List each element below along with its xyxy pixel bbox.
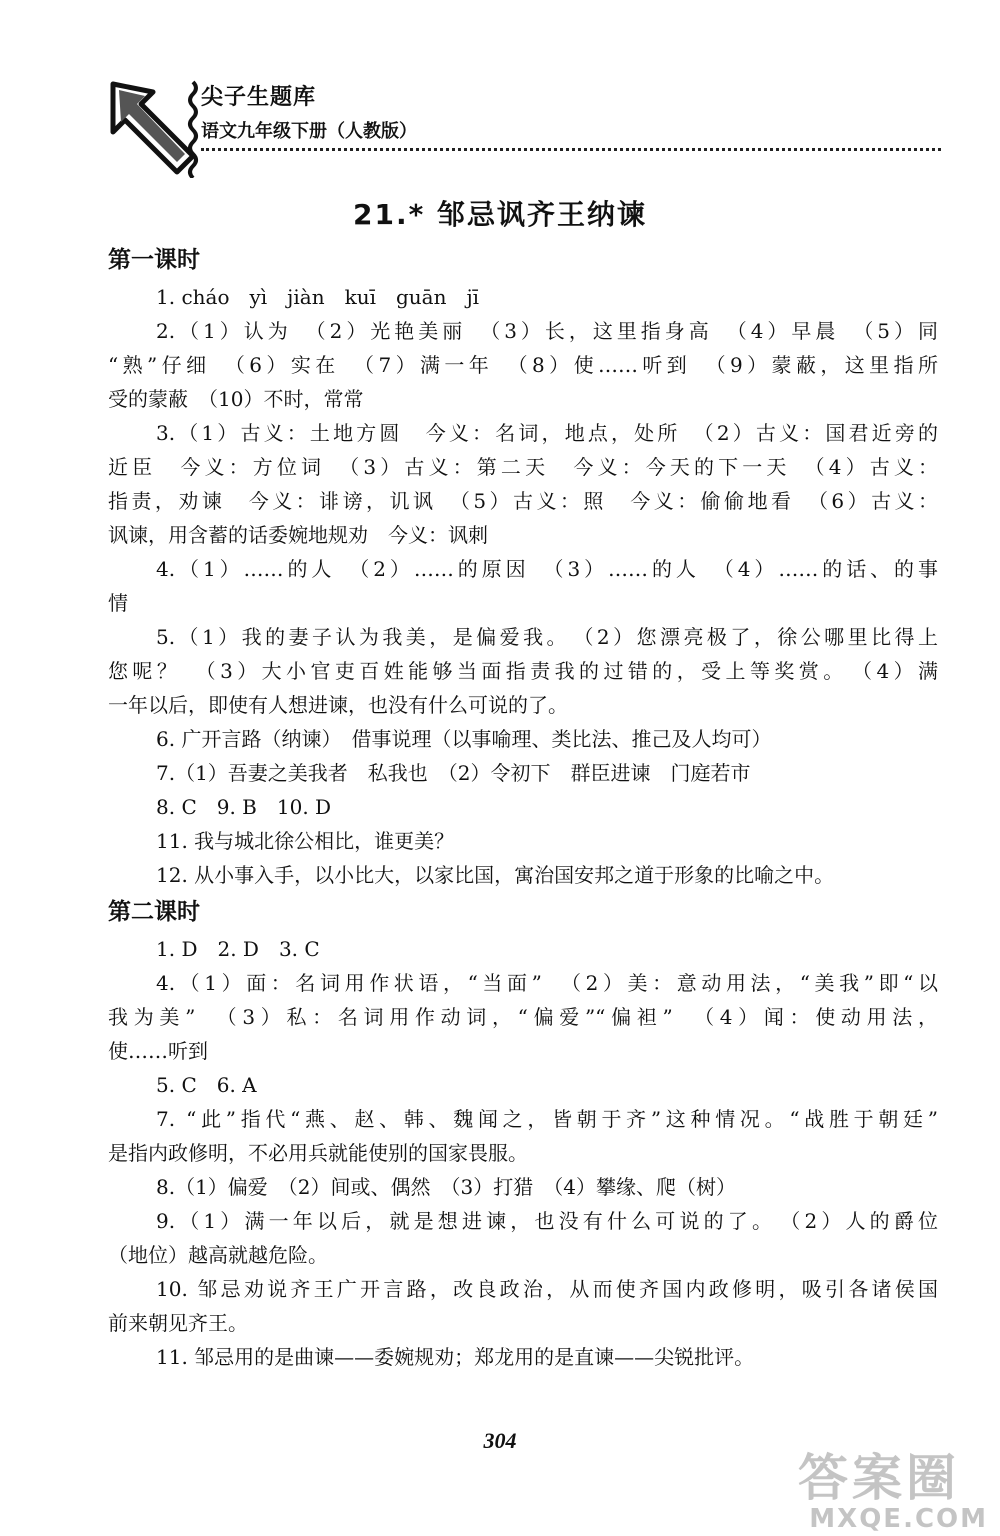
- watermark-text: 答案圈: [798, 1449, 960, 1507]
- arrow-logo-icon: [105, 78, 200, 178]
- answer-line: 11. 我与城北徐公相比，谁更美？: [156, 829, 455, 853]
- watermark-url: MXQE.COM: [809, 1504, 988, 1534]
- page-number: 304: [483, 1428, 517, 1453]
- header-divider: [201, 148, 941, 151]
- answer-line: 前来朝见齐王。: [108, 1311, 248, 1335]
- answer-line: 6. 广开言路（纳谏） 借事说理（以事喻理、类比法、推己及人均可）: [156, 727, 772, 751]
- answer-line: 5.（1）我的妻子认为我美，是偏爱我。 （2）您漂亮极了，徐公哪里比得上: [156, 625, 938, 649]
- answer-line: 1. cháo yì jiàn kuī guān jī: [156, 285, 480, 309]
- answer-line: 指责，劝谏 今义：诽谤，讥讽 （5）古义：照 今义：偷偷地看 （6）古义：: [108, 489, 938, 513]
- answer-line: 9.（1）满一年以后，就是想进谏，也没有什么可说的了。 （2）人的爵位: [156, 1209, 938, 1233]
- answer-line: 一年以后，即使有人想进谏，也没有什么可说的了。: [108, 693, 568, 717]
- answer-line: 我为美” （3）私：名词用作动词，“偏爱”“偏袒” （4）闻：使动用法，: [108, 1005, 938, 1029]
- answer-line: 使……听到: [108, 1039, 208, 1063]
- answer-line: 8. C 9. B 10. D: [156, 795, 332, 819]
- answer-line: “熟”仔细 （6）实在 （7）满一年 （8）使……听到 （9）蒙蔽，这里指所: [108, 353, 938, 377]
- answer-line: 近臣 今义：方位词 （3）古义：第二天 今义：今天的下一天 （4）古义：: [108, 455, 938, 479]
- answer-line: 12. 从小事入手，以小比大，以家比国，寓治国安邦之道于形象的比喻之中。: [156, 863, 835, 887]
- answer-line: 1. D 2. D 3. C: [156, 937, 320, 961]
- answer-line: 10. 邹忌劝说齐王广开言路，改良政治，从而使齐国内政修明，吸引各诸侯国: [156, 1277, 938, 1301]
- book-title: 语文九年级下册（人教版）: [201, 121, 417, 142]
- answer-line: 7.（1）吾妻之美我者 私我也 （2）令初下 群臣进谏 门庭若市: [156, 761, 751, 785]
- section-heading: 第二课时: [108, 899, 200, 925]
- answer-line: 7. “此”指代“燕、赵、韩、魏闻之，皆朝于齐”这种情况。“战胜于朝廷”: [156, 1107, 938, 1131]
- answer-line: 受的蒙蔽 （10）不时，常常: [108, 387, 364, 411]
- answer-line: 2.（1）认为 （2）光艳美丽 （3）长，这里指身高 （4）早晨 （5）同: [156, 319, 938, 343]
- answer-line: 8.（1）偏爱 （2）间或、偶然 （3）打猎 （4）攀缘、爬（树）: [156, 1175, 736, 1199]
- answer-line: 您呢？ （3）大小官吏百姓能够当面指责我的过错的，受上等奖赏。 （4）满: [108, 659, 938, 683]
- page-header: [105, 70, 945, 190]
- answer-line: 讽谏，用含蓄的话委婉地规劝 今义：讽刺: [108, 523, 488, 547]
- answer-line: （地位）越高就越危险。: [108, 1243, 328, 1267]
- answer-content: [108, 240, 938, 1374]
- answer-line: 3.（1）古义：土地方圆 今义：名词，地点，处所 （2）古义：国君近旁的: [156, 421, 938, 445]
- answer-line: 11. 邹忌用的是曲谏——委婉规劝；郑龙用的是直谏——尖锐批评。: [156, 1345, 755, 1369]
- header-text: [201, 80, 417, 143]
- lesson-title: 21.* 邹忌讽齐王纳谏: [353, 198, 647, 231]
- answer-line: 4.（1）……的人 （2）……的原因 （3）……的人 （4）……的话、的事: [156, 557, 938, 581]
- answer-line: 4.（1）面：名词用作状语，“当面” （2）美：意动用法，“美我”即“以: [156, 971, 938, 995]
- series-title: 尖子生题库: [201, 85, 317, 110]
- answer-line: 5. C 6. A: [156, 1073, 257, 1097]
- answer-line: 是指内政修明，不必用兵就能使别的国家畏服。: [108, 1141, 528, 1165]
- section-heading: 第一课时: [108, 247, 200, 273]
- watermark-logo: [798, 1438, 988, 1534]
- answer-line: 情: [108, 591, 128, 615]
